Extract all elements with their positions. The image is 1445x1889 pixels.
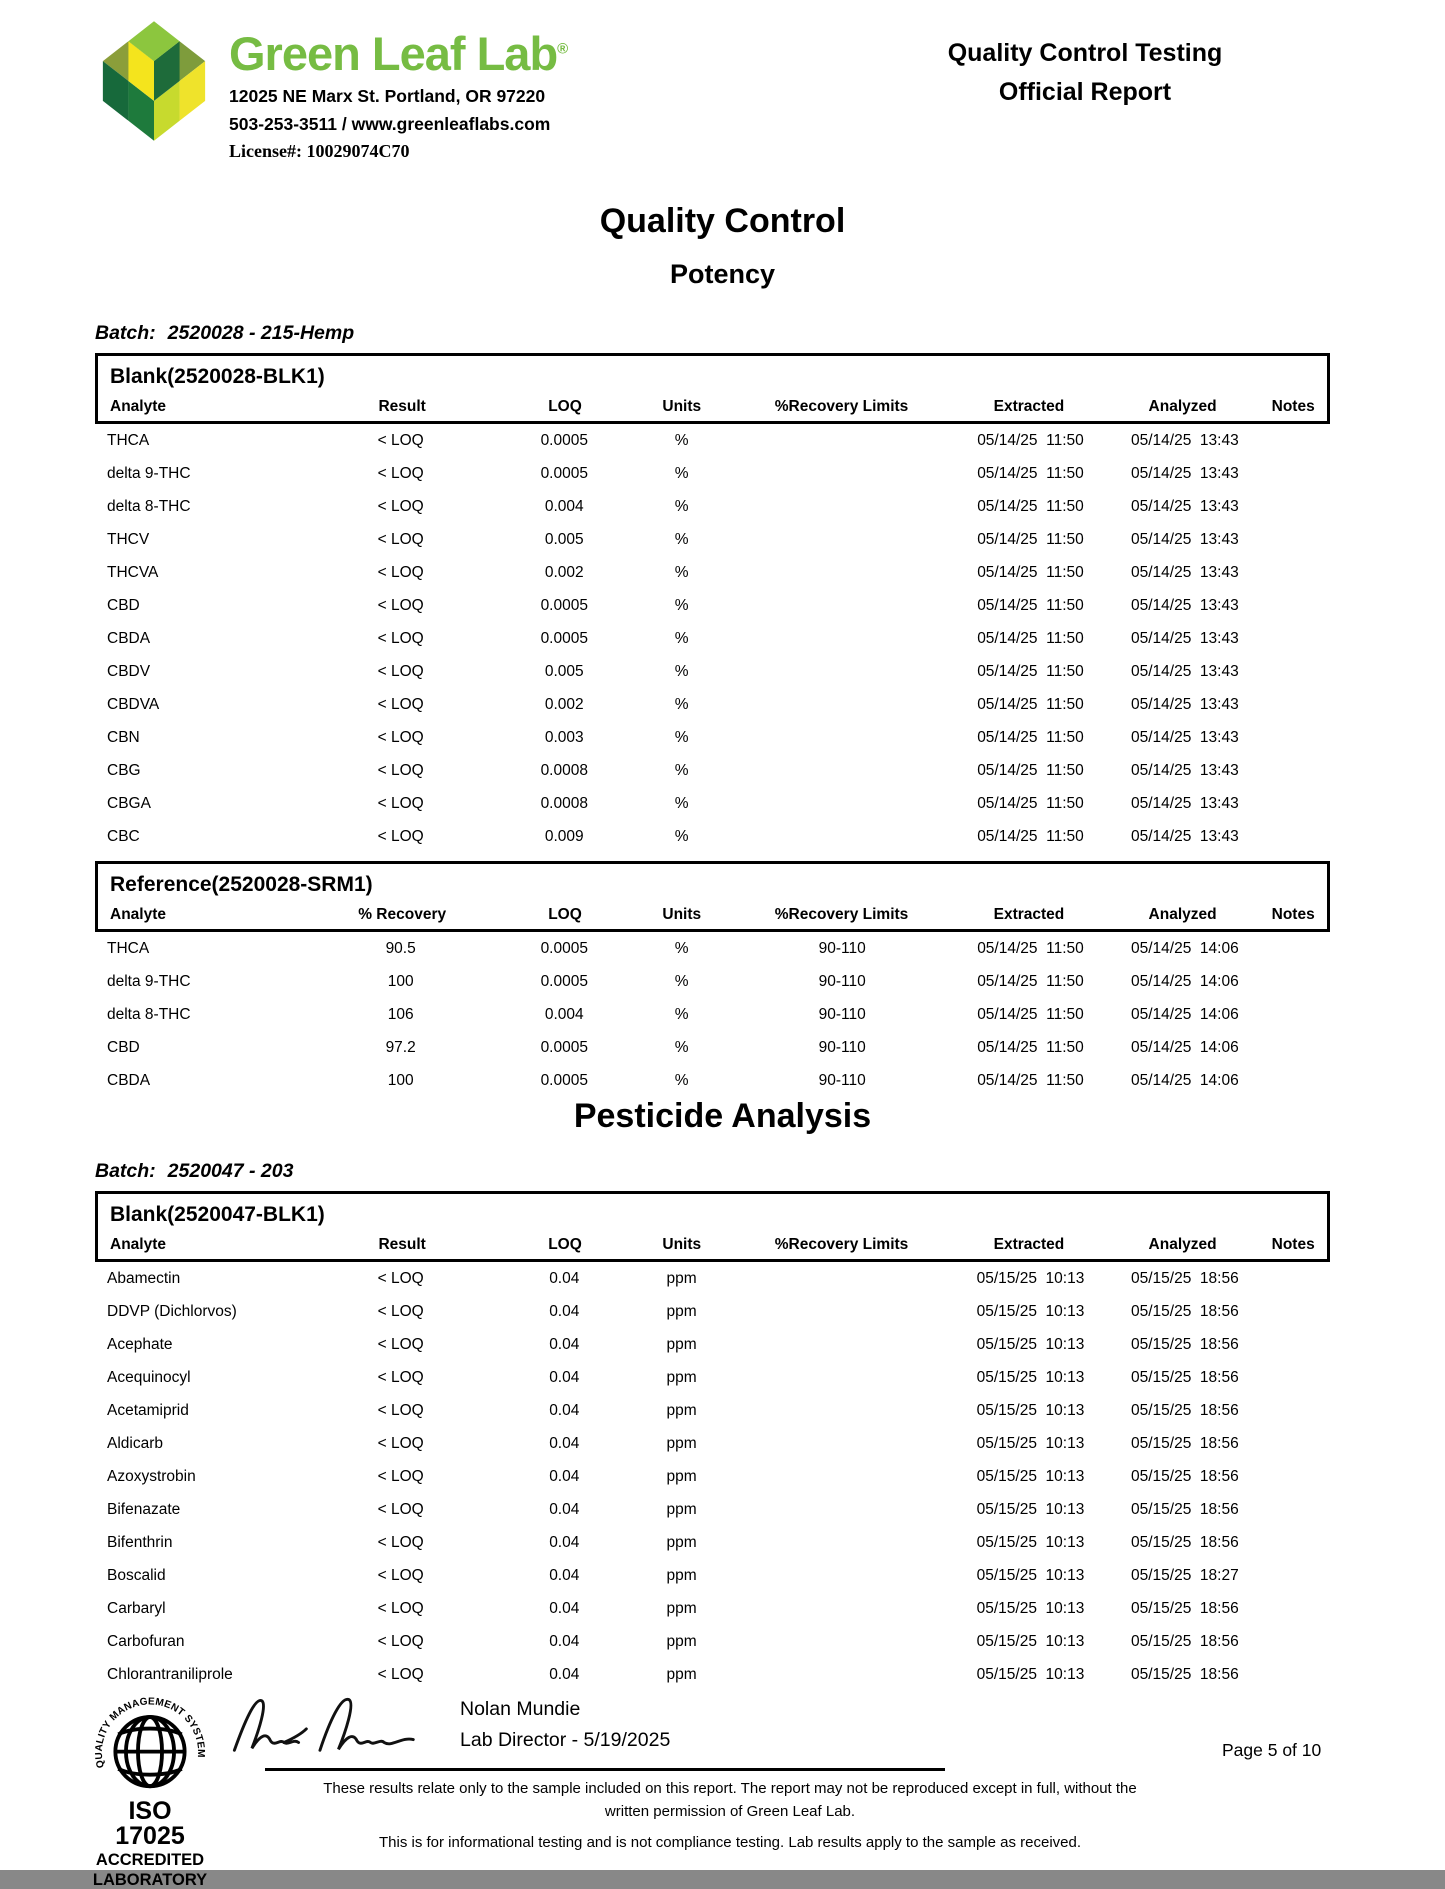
potency-blank-rows [95, 424, 1330, 853]
address-line: 12025 NE Marx St. Portland, OR 97220 [229, 86, 546, 106]
table-row: THCA 90.5 0.0005 % 90-110 05/14/25 11:50 05/14/25 14:06 [107, 939, 1239, 957]
col-recovery-limits: %Recovery Limits [774, 906, 909, 924]
pesticide-batch-line [95, 1160, 1445, 1183]
signer-name: Nolan Mundie [460, 1698, 581, 1720]
table-row: Bifenazate < LOQ 0.04 ppm 05/15/25 10:13 05/15/25 18:56 [107, 1500, 1239, 1518]
batch-label: Batch: [95, 322, 156, 345]
table-row: Abamectin < LOQ 0.04 ppm 05/15/25 10:13 05/15/25 18:56 [107, 1269, 1239, 1287]
pesticide-blank-header-row [98, 1227, 1327, 1259]
table-row: THCV < LOQ 0.005 % 05/14/25 11:50 05/14/25 13:43 [107, 530, 1239, 548]
col-analyte: Analyte [110, 906, 166, 924]
table-row: Carbaryl < LOQ 0.04 ppm 05/15/25 10:13 05/15/25 18:56 [107, 1599, 1239, 1617]
table-row: CBDV < LOQ 0.005 % 05/14/25 11:50 05/14/25 13:43 [107, 662, 1239, 680]
iso-17025-stamp [92, 1692, 208, 1888]
iso-number: ISO 17025 [115, 1797, 185, 1850]
col-notes: Notes [1271, 398, 1315, 416]
phone-website-line: 503-253-3511 / www.greenleaflabs.com [229, 114, 551, 134]
greenleaf-hexagon-logo-icon [95, 16, 213, 146]
potency-reference-header-row [98, 897, 1327, 929]
col-analyzed: Analyzed [1148, 398, 1217, 416]
col-loq: LOQ [548, 398, 582, 416]
col-units: Units [662, 398, 702, 416]
batch-label: Batch: [95, 1160, 156, 1183]
col-result: Result [378, 1236, 426, 1254]
table-row: Chlorantraniliprole < LOQ 0.04 ppm 05/15/25 10:13 05/15/25 18:56 [107, 1665, 1239, 1683]
table-row: THCVA < LOQ 0.002 % 05/14/25 11:50 05/14/25 13:43 [107, 563, 1239, 581]
lab-director-signature [228, 1690, 443, 1765]
table-row: Acetamiprid < LOQ 0.04 ppm 05/15/25 10:13 05/15/25 18:56 [107, 1401, 1239, 1419]
disclaimer-text [225, 1778, 1235, 1855]
table-title: Blank(2520028-BLK1) [110, 365, 325, 389]
svg-text:QUALITY MANAGEMENT SYSTEM [94, 1696, 206, 1769]
report-footer [0, 1690, 1445, 1889]
table-row: CBDVA < LOQ 0.002 % 05/14/25 11:50 05/14/25 13:43 [107, 695, 1239, 713]
batch-value: 2520028 - 215-Hemp [167, 322, 355, 345]
table-row: CBC < LOQ 0.009 % 05/14/25 11:50 05/14/25 13:43 [107, 827, 1239, 845]
potency-batch-line [95, 322, 1445, 345]
table-row: THCA < LOQ 0.0005 % 05/14/25 11:50 05/14/25 13:43 [107, 431, 1239, 449]
col-loq: LOQ [548, 906, 582, 924]
registered-mark: ® [557, 40, 568, 58]
pesticide-blank-header-box [95, 1191, 1330, 1262]
col-units: Units [662, 1236, 702, 1254]
table-row: Carbofuran < LOQ 0.04 ppm 05/15/25 10:13 05/15/25 18:56 [107, 1632, 1239, 1650]
table-row: Boscalid < LOQ 0.04 ppm 05/15/25 10:13 05/15/25 18:27 [107, 1566, 1239, 1584]
col-result: Result [378, 398, 426, 416]
table-row: CBD < LOQ 0.0005 % 05/14/25 11:50 05/14/25 13:43 [107, 596, 1239, 614]
pesticide-section-title: Pesticide Analysis [573, 1097, 872, 1136]
disclaimer-paragraph-2: This is for informational testing and is not compliance testing. Lab results apply to the sample as received. [378, 1834, 1082, 1851]
col-recovery-limits: %Recovery Limits [774, 1236, 909, 1254]
table-row: Azoxystrobin < LOQ 0.04 ppm 05/15/25 10:13 05/15/25 18:56 [107, 1467, 1239, 1485]
table-row: Acephate < LOQ 0.04 ppm 05/15/25 10:13 05/15/25 18:56 [107, 1335, 1239, 1353]
potency-blank-table [95, 353, 1330, 853]
table-row: CBG < LOQ 0.0008 % 05/14/25 11:50 05/14/25 13:43 [107, 761, 1239, 779]
table-row: Acequinocyl < LOQ 0.04 ppm 05/15/25 10:13 05/15/25 18:56 [107, 1368, 1239, 1386]
table-title: Blank(2520047-BLK1) [110, 1203, 325, 1227]
iso-arc-text: QUALITY MANAGEMENT SYSTEM [93, 1696, 207, 1769]
brand-name: Green Leaf Lab® [229, 27, 568, 80]
pesticide-blank-rows [95, 1262, 1330, 1691]
col-units: Units [662, 906, 702, 924]
signer-block [460, 1694, 670, 1756]
col-analyzed: Analyzed [1148, 906, 1217, 924]
pesticide-blank-table [95, 1191, 1330, 1691]
col-analyte: Analyte [110, 398, 166, 416]
col-recovery: % Recovery [358, 906, 447, 924]
col-notes: Notes [1271, 906, 1315, 924]
col-extracted: Extracted [993, 398, 1065, 416]
table-row: delta 8-THC 106 0.004 % 90-110 05/14/25 11:50 05/14/25 14:06 [107, 1005, 1239, 1023]
signer-title-date: Lab Director - 5/19/2025 [460, 1729, 671, 1752]
report-title-line2: Official Report [998, 77, 1172, 106]
page-title: Quality Control [599, 202, 846, 240]
table-row: delta 9-THC 100 0.0005 % 90-110 05/14/25 11:50 05/14/25 14:06 [107, 972, 1239, 990]
table-row: DDVP (Dichlorvos) < LOQ 0.04 ppm 05/15/25 10:13 05/15/25 18:56 [107, 1302, 1239, 1320]
report-title-line1: Quality Control Testing [947, 39, 1223, 67]
table-row: CBGA < LOQ 0.0008 % 05/14/25 11:50 05/14/25 13:43 [107, 794, 1239, 812]
signature-divider [265, 1768, 945, 1771]
table-title: Reference(2520028-SRM1) [110, 873, 373, 897]
table-row: CBD 97.2 0.0005 % 90-110 05/14/25 11:50 05/14/25 14:06 [107, 1038, 1239, 1056]
potency-reference-rows [95, 932, 1330, 1097]
iso-accredited: ACCREDITED [95, 1851, 205, 1869]
col-recovery-limits: %Recovery Limits [774, 398, 909, 416]
table-row: CBDA 100 0.0005 % 90-110 05/14/25 11:50 05/14/25 14:06 [107, 1071, 1239, 1089]
col-analyte: Analyte [110, 1236, 166, 1254]
table-row: CBDA < LOQ 0.0005 % 05/14/25 11:50 05/14/25 13:43 [107, 629, 1239, 647]
brand-block [229, 16, 567, 162]
col-extracted: Extracted [993, 1236, 1065, 1254]
col-notes: Notes [1271, 1236, 1315, 1254]
table-row: delta 9-THC < LOQ 0.0005 % 05/14/25 11:50 05/14/25 13:43 [107, 464, 1239, 482]
disclaimer-paragraph-1: These results relate only to the sample included on this report. The report may not be reproduced except in full, without the written permission of Green Leaf Lab. [323, 1780, 1137, 1820]
potency-subtitle: Potency [669, 259, 776, 290]
potency-blank-header-box [95, 353, 1330, 424]
table-row: delta 8-THC < LOQ 0.004 % 05/14/25 11:50 05/14/25 13:43 [107, 497, 1239, 515]
col-analyzed: Analyzed [1148, 1236, 1217, 1254]
potency-blank-header-row [98, 389, 1327, 421]
col-loq: LOQ [548, 1236, 582, 1254]
potency-reference-table [95, 861, 1330, 1097]
table-row: CBN < LOQ 0.003 % 05/14/25 11:50 05/14/25 13:43 [107, 728, 1239, 746]
report-title [855, 34, 1315, 112]
col-extracted: Extracted [993, 906, 1065, 924]
iso-laboratory: LABORATORY [92, 1870, 208, 1889]
iso-globe-icon [92, 1692, 208, 1792]
batch-value: 2520047 - 203 [167, 1160, 294, 1183]
table-row: Aldicarb < LOQ 0.04 ppm 05/15/25 10:13 05/15/25 18:56 [107, 1434, 1239, 1452]
potency-reference-header-box [95, 861, 1330, 932]
license-number: License#: 10029074C70 [229, 141, 410, 161]
table-row: Bifenthrin < LOQ 0.04 ppm 05/15/25 10:13 05/15/25 18:56 [107, 1533, 1239, 1551]
page-number: Page 5 of 10 [1222, 1740, 1322, 1760]
